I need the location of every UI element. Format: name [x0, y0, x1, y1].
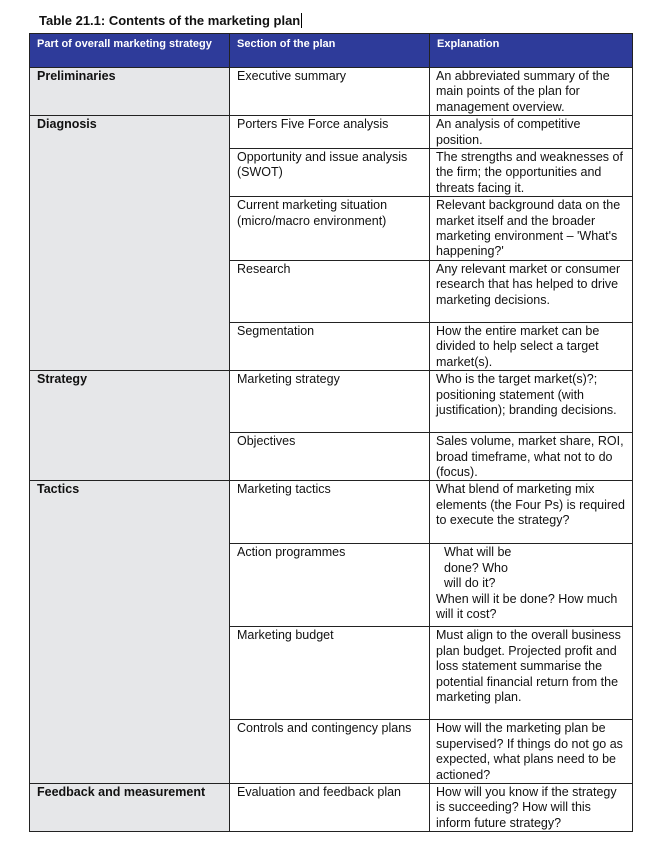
- explanation-cell: Who is the target market(s)?; positioning statement (with justification); branding decisions.: [430, 371, 633, 433]
- section-cell: Segmentation: [230, 322, 430, 370]
- section-cell: Evaluation and feedback plan: [230, 783, 430, 831]
- table-row: [30, 371, 633, 433]
- explanation-cell: An abbreviated summary of the main points of the plan for management overview.: [430, 68, 633, 116]
- text-cursor: [301, 13, 302, 28]
- table-title-text: Table 21.1: Contents of the marketing plan: [39, 13, 301, 28]
- table-row: [30, 783, 633, 831]
- table-row: [30, 68, 633, 116]
- section-cell: Action programmes: [230, 544, 430, 627]
- part-cell: Feedback and measurement: [30, 783, 230, 831]
- explanation-cell: How will the marketing plan be supervised? If things do not go as expected, what plans need to be actioned?: [430, 720, 633, 784]
- section-cell: Research: [230, 260, 430, 322]
- header-part: Part of overall marketing strategy: [30, 34, 230, 68]
- header-explanation: Explanation: [430, 34, 633, 68]
- section-cell: Opportunity and issue analysis (SWOT): [230, 149, 430, 197]
- explanation-cell: Sales volume, market share, ROI, broad timeframe, what not to do (focus).: [430, 433, 633, 481]
- explanation-cell: How the entire market can be divided to help select a target market(s).: [430, 322, 633, 370]
- section-cell: Marketing strategy: [230, 371, 430, 433]
- marketing-plan-table: [29, 33, 633, 832]
- header-section: Section of the plan: [230, 34, 430, 68]
- explanation-part-a: What will be done? Who will do it?: [444, 545, 512, 591]
- table-title: [39, 13, 302, 28]
- explanation-cell: Relevant background data on the market itself and the broader marketing environment – 'What's happening?': [430, 197, 633, 261]
- header-row: [30, 34, 633, 68]
- section-cell: Current marketing situation (micro/macro environment): [230, 197, 430, 261]
- explanation-cell: Must align to the overall business plan budget. Projected profit and loss statement summarise the potential financial return from the marketing plan.: [430, 627, 633, 720]
- section-cell: Executive summary: [230, 68, 430, 116]
- section-cell: Controls and contingency plans: [230, 720, 430, 784]
- explanation-cell: The strengths and weaknesses of the firm; the opportunities and threats facing it.: [430, 149, 633, 197]
- section-cell: Objectives: [230, 433, 430, 481]
- explanation-cell: Any relevant market or consumer research that has helped to drive marketing decisions.: [430, 260, 633, 322]
- table-row: [30, 116, 633, 149]
- section-cell: Marketing budget: [230, 627, 430, 720]
- part-cell: Tactics: [30, 481, 230, 784]
- part-cell: Strategy: [30, 371, 230, 481]
- table-row: [30, 481, 633, 544]
- explanation-part-b: When will it be done? How much will it cost?: [436, 591, 618, 621]
- explanation-cell: How will you know if the strategy is succeeding? How will this inform future strategy?: [430, 783, 633, 831]
- explanation-cell: [430, 544, 633, 627]
- explanation-cell: An analysis of competitive position.: [430, 116, 633, 149]
- section-cell: Marketing tactics: [230, 481, 430, 544]
- part-cell: Diagnosis: [30, 116, 230, 371]
- section-cell: Porters Five Force analysis: [230, 116, 430, 149]
- part-cell: Preliminaries: [30, 68, 230, 116]
- explanation-cell: What blend of marketing mix elements (the Four Ps) is required to execute the strategy?: [430, 481, 633, 544]
